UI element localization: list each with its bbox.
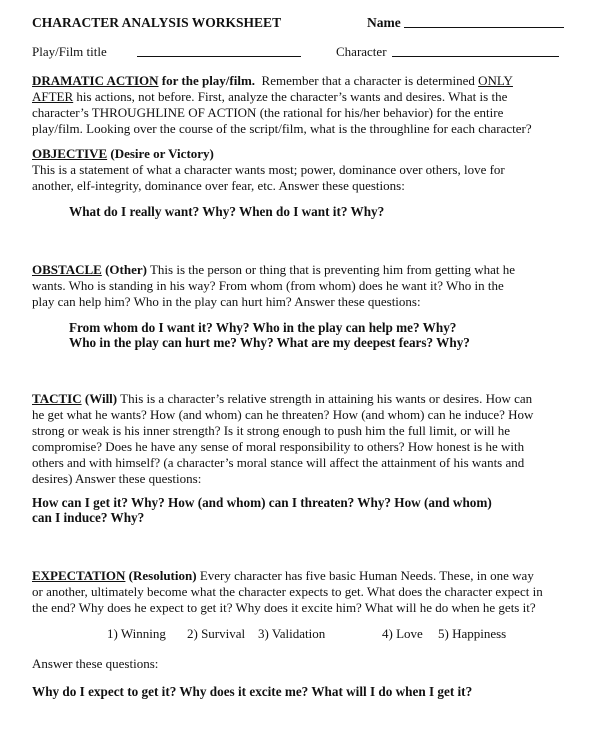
objective-heading: OBJECTIVE: [32, 146, 108, 161]
expectation-text: the end? Why does he expect to get it? Why does it excite him? What will he do when he gets it?: [32, 600, 536, 615]
expectation-text: or another, ultimately become what the character expects to get. What does the character expect in: [32, 584, 543, 599]
dramatic-action-text: his actions, not before. First, analyze the character’s wants and desires. What is the: [73, 89, 508, 104]
objective-question: What do I really want? Why? When do I want it? Why?: [69, 204, 385, 219]
obstacle-question: Who in the play can hurt me? Why? What are my deepest fears? Why?: [69, 335, 470, 350]
tactic-text: strong or weak is his inner strength? Is it strong enough to push him the full limit, or will he: [32, 423, 511, 438]
answer-prompt: Answer these questions:: [32, 656, 159, 671]
character-label: Character: [336, 44, 387, 59]
tactic-text: others and with himself? (a character’s moral stance will affect the attainment of his wants and: [32, 455, 525, 470]
dramatic-action-emphasis: ONLY: [478, 73, 513, 88]
dramatic-action-text: Remember that a character is determined: [261, 73, 479, 88]
obstacle-question: From whom do I want it? Why? Who in the play can help me? Why?: [69, 320, 457, 335]
dramatic-action-text: play/film. Looking over the course of the script/film, what is the throughline for each character?: [32, 121, 532, 136]
tactic-question: can I induce? Why?: [32, 510, 145, 525]
dramatic-action-emphasis-after: AFTER: [32, 89, 74, 104]
play-title-label: Play/Film title: [32, 44, 107, 59]
tactic-text: compromise? Does he have any sense of moral responsibility to others? How honest is he with: [32, 439, 525, 454]
tactic-heading-rest: (Will): [81, 391, 118, 406]
obstacle-heading: OBSTACLE: [32, 262, 102, 277]
worksheet-title: CHARACTER ANALYSIS WORKSHEET: [32, 15, 282, 30]
need-item: 3) Validation: [258, 626, 326, 641]
dramatic-action-text: character’s THROUGHLINE OF ACTION (the rational for his/her behavior) for the entire: [32, 105, 504, 120]
need-item: 1) Winning: [107, 626, 166, 641]
obstacle-text: play can help him? Who in the play can hurt him? Answer these questions:: [32, 294, 421, 309]
objective-text: another, elf-integrity, dominance over fear, etc. Answer these questions:: [32, 178, 405, 193]
character-field[interactable]: [392, 44, 559, 61]
expectation-heading-rest: (Resolution): [125, 568, 197, 583]
objective-heading-rest: (Desire or Victory): [107, 146, 214, 161]
expectation-section: [32, 568, 592, 616]
tactic-text: he get what he wants? How (and whom) can he threaten? How (and whom) can he induce? How: [32, 407, 534, 422]
need-item: 2) Survival: [187, 626, 246, 641]
dramatic-action-heading-rest: for the play/film.: [158, 73, 256, 88]
name-label: Name: [367, 15, 401, 30]
dramatic-action-section: [32, 73, 592, 137]
play-title-field[interactable]: [137, 44, 301, 61]
obstacle-section: [32, 262, 592, 310]
obstacle-text: wants. Who is standing in his way? From whom (from whom) does he want it? Who in the: [32, 278, 504, 293]
tactic-heading: TACTIC: [32, 391, 82, 406]
name-field[interactable]: [404, 15, 564, 32]
obstacle-text: This is the person or thing that is preventing him from getting what he: [146, 262, 516, 277]
expectation-text: Every character has five basic Human Needs. These, in one way: [196, 568, 534, 583]
obstacle-heading-rest: (Other): [101, 262, 147, 277]
tactic-section: [32, 391, 592, 487]
need-item: 4) Love: [382, 626, 423, 641]
tactic-question: How can I get it? Why? How (and whom) can I threaten? Why? How (and whom): [32, 495, 492, 510]
expectation-heading: EXPECTATION: [32, 568, 126, 583]
expectation-question: Why do I expect to get it? Why does it excite me? What will I do when I get it?: [32, 684, 473, 699]
objective-section: [32, 146, 592, 194]
tactic-text: desires) Answer these questions:: [32, 471, 202, 486]
dramatic-action-heading: DRAMATIC ACTION: [32, 73, 159, 88]
need-item: 5) Happiness: [438, 626, 507, 641]
objective-text: This is a statement of what a character wants most; power, dominance over others, love for: [32, 162, 505, 177]
tactic-text: This is a character’s relative strength in attaining his wants or desires. How can: [117, 391, 533, 406]
